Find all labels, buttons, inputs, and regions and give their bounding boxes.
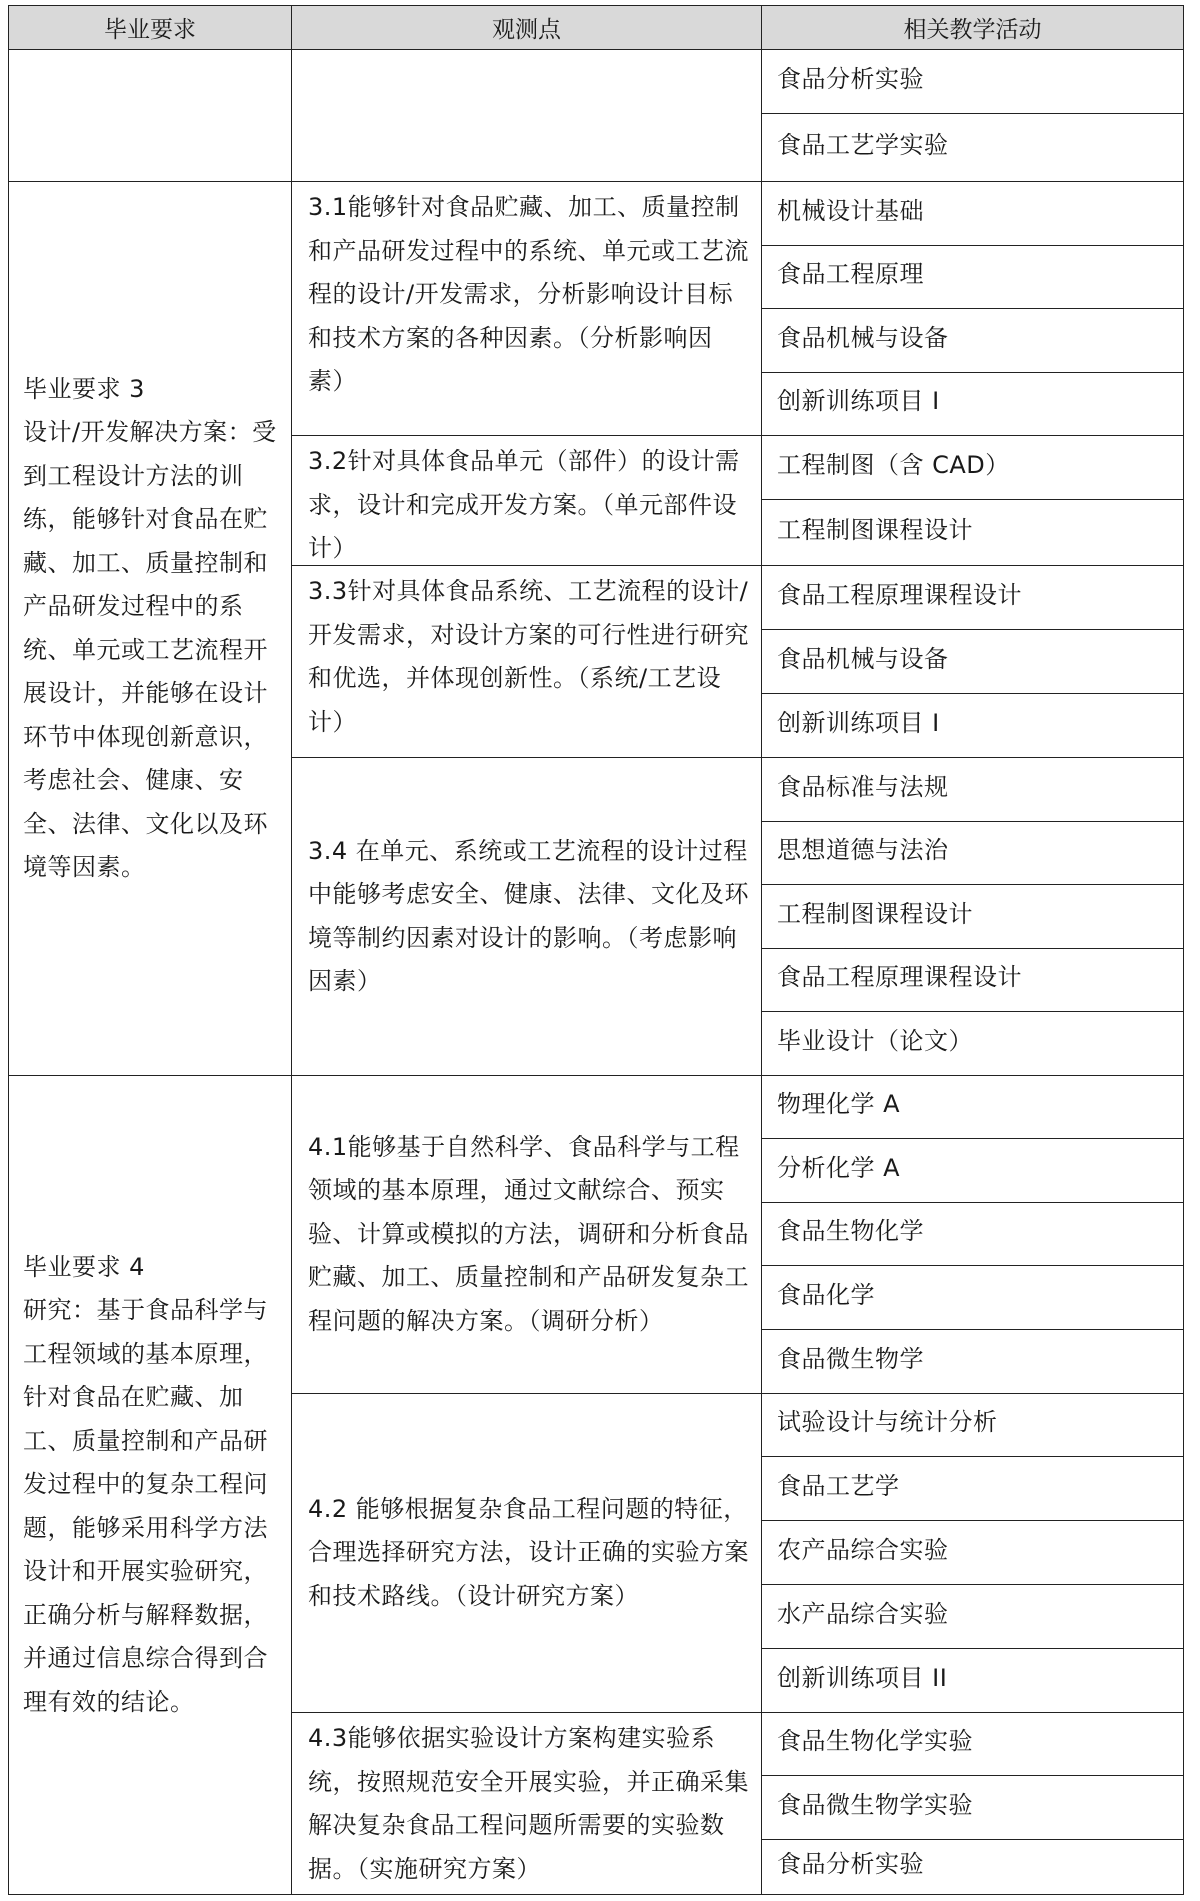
activity-cell — [761, 1265, 1184, 1330]
activity-label: 创新训练项目 I — [777, 387, 940, 416]
continuation-point-cell — [291, 49, 762, 182]
activity-cell — [761, 1075, 1184, 1139]
activity-label: 思想道德与法治 — [777, 836, 949, 865]
observation-point-3-4 — [291, 757, 762, 1076]
activity-label: 食品分析实验 — [777, 1850, 924, 1879]
activity-label: 食品生物化学实验 — [777, 1727, 973, 1756]
requirement-description: 研究：基于食品科学与工程领域的基本原理，针对食品在贮藏、加工、质量控制和产品研发过程中的复杂工程问题，能够采用科学方法设计和开展实验研究，正确分析与解释数据，并通过信息综合得到合理有效的结论。 — [23, 1296, 268, 1716]
activity-cell — [761, 245, 1184, 309]
header-label: 毕业要求 — [104, 17, 196, 43]
activity-label: 创新训练项目 I — [777, 708, 940, 737]
activity-cell — [761, 1712, 1184, 1776]
activity-label: 工程制图课程设计 — [777, 899, 973, 928]
activity-cell — [761, 1520, 1184, 1585]
activity-cell — [761, 1202, 1184, 1266]
activity-label: 创新训练项目 II — [777, 1663, 948, 1692]
activity-label: 物理化学 A — [777, 1090, 901, 1119]
activity-cell — [761, 1775, 1184, 1840]
observation-point-4-1 — [291, 1075, 762, 1394]
activity-cell — [761, 1456, 1184, 1521]
activity-cell — [761, 435, 1184, 500]
activity-label: 分析化学 A — [777, 1153, 901, 1182]
header-teaching-activities — [761, 5, 1184, 50]
observation-point-text: 4.2 能够根据复杂食品工程问题的特征，合理选择研究方法，设计正确的实验方案和技术路线。（设计研究方案） — [308, 1494, 749, 1610]
activity-label: 工程制图课程设计 — [777, 515, 973, 544]
observation-point-text: 3.1能够针对食品贮藏、加工、质量控制和产品研发过程中的系统、单元或工艺流程的设计/开发需求，分析影响设计目标和技术方案的各种因素。（分析影响因素） — [308, 193, 749, 395]
activity-label: 食品工艺学实验 — [777, 130, 949, 159]
observation-point-3-1 — [291, 181, 762, 436]
activity-label: 水产品综合实验 — [777, 1599, 949, 1628]
observation-point-text: 4.3能够依据实验设计方案构建实验系统，按照规范安全开展实验，并正确采集解决复杂食品工程问题所需要的实验数据。（实施研究方案） — [308, 1724, 749, 1883]
activity-cell — [761, 49, 1184, 114]
activity-cell — [761, 1138, 1184, 1203]
activity-label: 食品微生物学实验 — [777, 1790, 973, 1819]
continuation-requirement-cell — [8, 49, 292, 182]
activity-label: 食品工程原理课程设计 — [777, 963, 1022, 992]
header-graduation-requirement — [8, 5, 292, 50]
activity-cell — [761, 884, 1184, 949]
activity-label: 食品化学 — [777, 1280, 875, 1309]
activity-cell — [761, 499, 1184, 566]
activity-cell — [761, 113, 1184, 182]
activity-cell — [761, 629, 1184, 694]
observation-point-4-2 — [291, 1393, 762, 1713]
observation-point-text: 3.4 在单元、系统或工艺流程的设计过程中能够考虑安全、健康、法律、文化及环境等制约因素对设计的影响。（考虑影响因素） — [308, 836, 749, 995]
observation-point-4-3 — [291, 1712, 762, 1895]
activity-cell — [761, 372, 1184, 436]
requirement-title: 毕业要求 4 — [23, 1252, 145, 1281]
activity-cell — [761, 1648, 1184, 1713]
activity-label: 机械设计基础 — [777, 196, 924, 225]
activity-label: 食品机械与设备 — [777, 644, 949, 673]
requirements-table — [8, 5, 1184, 1895]
requirement-3-cell — [8, 181, 292, 1076]
observation-point-3-3 — [291, 565, 762, 758]
activity-label: 食品微生物学 — [777, 1344, 924, 1373]
activity-cell — [761, 181, 1184, 246]
observation-point-text: 4.1能够基于自然科学、食品科学与工程领域的基本原理，通过文献综合、预实验、计算或模拟的方法，调研和分析食品贮藏、加工、质量控制和产品研发复杂工程问题的解决方案。（调研分析） — [308, 1132, 749, 1335]
observation-point-text: 3.2针对具体食品单元（部件）的设计需求，设计和完成开发方案。（单元部件设计） — [308, 447, 740, 562]
header-observation-point — [291, 5, 762, 50]
activity-label: 食品生物化学 — [777, 1217, 924, 1246]
activity-cell — [761, 1329, 1184, 1394]
activity-label: 食品分析实验 — [777, 64, 924, 93]
activity-cell — [761, 308, 1184, 373]
activity-cell — [761, 1584, 1184, 1649]
activity-cell — [761, 693, 1184, 758]
activity-cell — [761, 757, 1184, 822]
activity-label: 食品工程原理课程设计 — [777, 580, 1022, 609]
activity-cell — [761, 565, 1184, 630]
activity-cell — [761, 1839, 1184, 1895]
activity-label: 试验设计与统计分析 — [777, 1408, 998, 1437]
header-label: 观测点 — [492, 17, 561, 43]
activity-label: 工程制图（含 CAD） — [777, 450, 1010, 479]
requirement-description: 设计/开发解决方案：受到工程设计方法的训练，能够针对食品在贮藏、加工、质量控制和产品研发过程中的系统、单元或工艺流程开展设计，并能够在设计环节中体现创新意识，考虑社会、健康、安全、法律、文化以及环境等因素。 — [23, 418, 277, 881]
activity-label: 毕业设计（论文） — [777, 1026, 973, 1055]
requirement-4-cell — [8, 1075, 292, 1895]
activity-cell — [761, 821, 1184, 885]
activity-cell — [761, 1393, 1184, 1457]
requirement-title: 毕业要求 3 — [23, 374, 145, 403]
observation-point-3-2 — [291, 435, 762, 566]
activity-cell — [761, 948, 1184, 1012]
activity-cell — [761, 1011, 1184, 1076]
observation-point-text: 3.3针对具体食品系统、工艺流程的设计/开发需求，对设计方案的可行性进行研究和优选，并体现创新性。（系统/工艺设计） — [308, 577, 749, 736]
header-label: 相关教学活动 — [903, 17, 1042, 43]
activity-label: 食品机械与设备 — [777, 323, 949, 352]
activity-label: 食品工程原理 — [777, 260, 924, 289]
activity-label: 农产品综合实验 — [777, 1535, 949, 1564]
activity-label: 食品标准与法规 — [777, 772, 949, 801]
activity-label: 食品工艺学 — [777, 1471, 900, 1500]
